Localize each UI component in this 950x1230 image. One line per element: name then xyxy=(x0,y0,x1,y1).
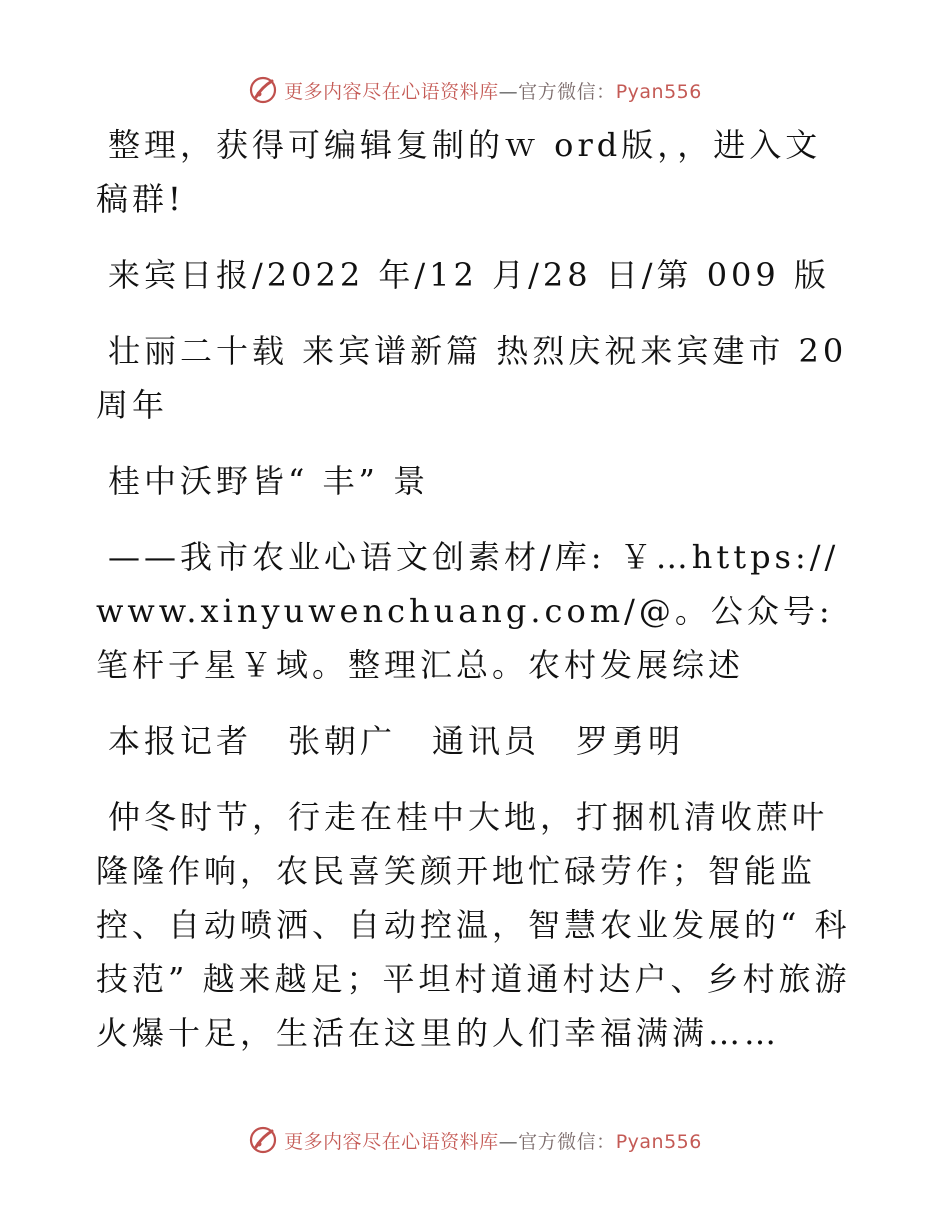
watermark-label xyxy=(284,77,702,104)
source-line: 来宾日报/2022 年/12 月/28 日/第 009 版 xyxy=(108,256,830,294)
watermark-wechat-label: 官方微信： xyxy=(518,80,616,103)
body-paragraph: 仲冬时节，行走在桂中大地，打捆机清收蔗叶隆隆作响，农民喜笑颜开地忙碌劳作；智能监控、自动喷洒、自动控温，智慧农业发展的“ 科技范” 越来越足；平坦村道通村达户、乡村旅游火爆十足，生活在这里的人们幸福满满…… xyxy=(96,798,851,1052)
footer-watermark xyxy=(0,1120,950,1160)
column-title: 壮丽二十载 来宾谱新篇 热烈庆祝来宾建市 20 周年 xyxy=(96,332,848,424)
article-title: 桂中沃野皆“ 丰” 景 xyxy=(108,462,430,500)
watermark-label xyxy=(284,1127,702,1154)
document-body xyxy=(96,118,856,1082)
watermark-separator: — xyxy=(498,80,519,103)
intro-note: 整理，获得可编辑复制的ｗ ord版，，进入文稿群! xyxy=(96,126,822,218)
watermark-wechat-id: Pyan556 xyxy=(615,80,702,103)
watermark-wechat-id: Pyan556 xyxy=(615,1130,702,1153)
watermark-separator: — xyxy=(498,1130,519,1153)
byline: 本报记者 张朝广 通讯员 罗勇明 xyxy=(108,722,685,760)
brush-logo-icon xyxy=(248,75,278,105)
watermark-text: 更多内容尽在心语资料库 xyxy=(284,80,499,103)
brush-logo-icon xyxy=(248,1125,278,1155)
header-watermark xyxy=(0,70,950,110)
watermark-text: 更多内容尽在心语资料库 xyxy=(284,1130,499,1153)
article-subtitle: ——我市农业心语文创素材/库: ￥…https:// www.xinyuwenchuang.com/@。公众号: 笔杆子星￥域。整理汇总。农村发展综述 xyxy=(96,538,840,684)
watermark-wechat-label: 官方微信： xyxy=(518,1130,616,1153)
